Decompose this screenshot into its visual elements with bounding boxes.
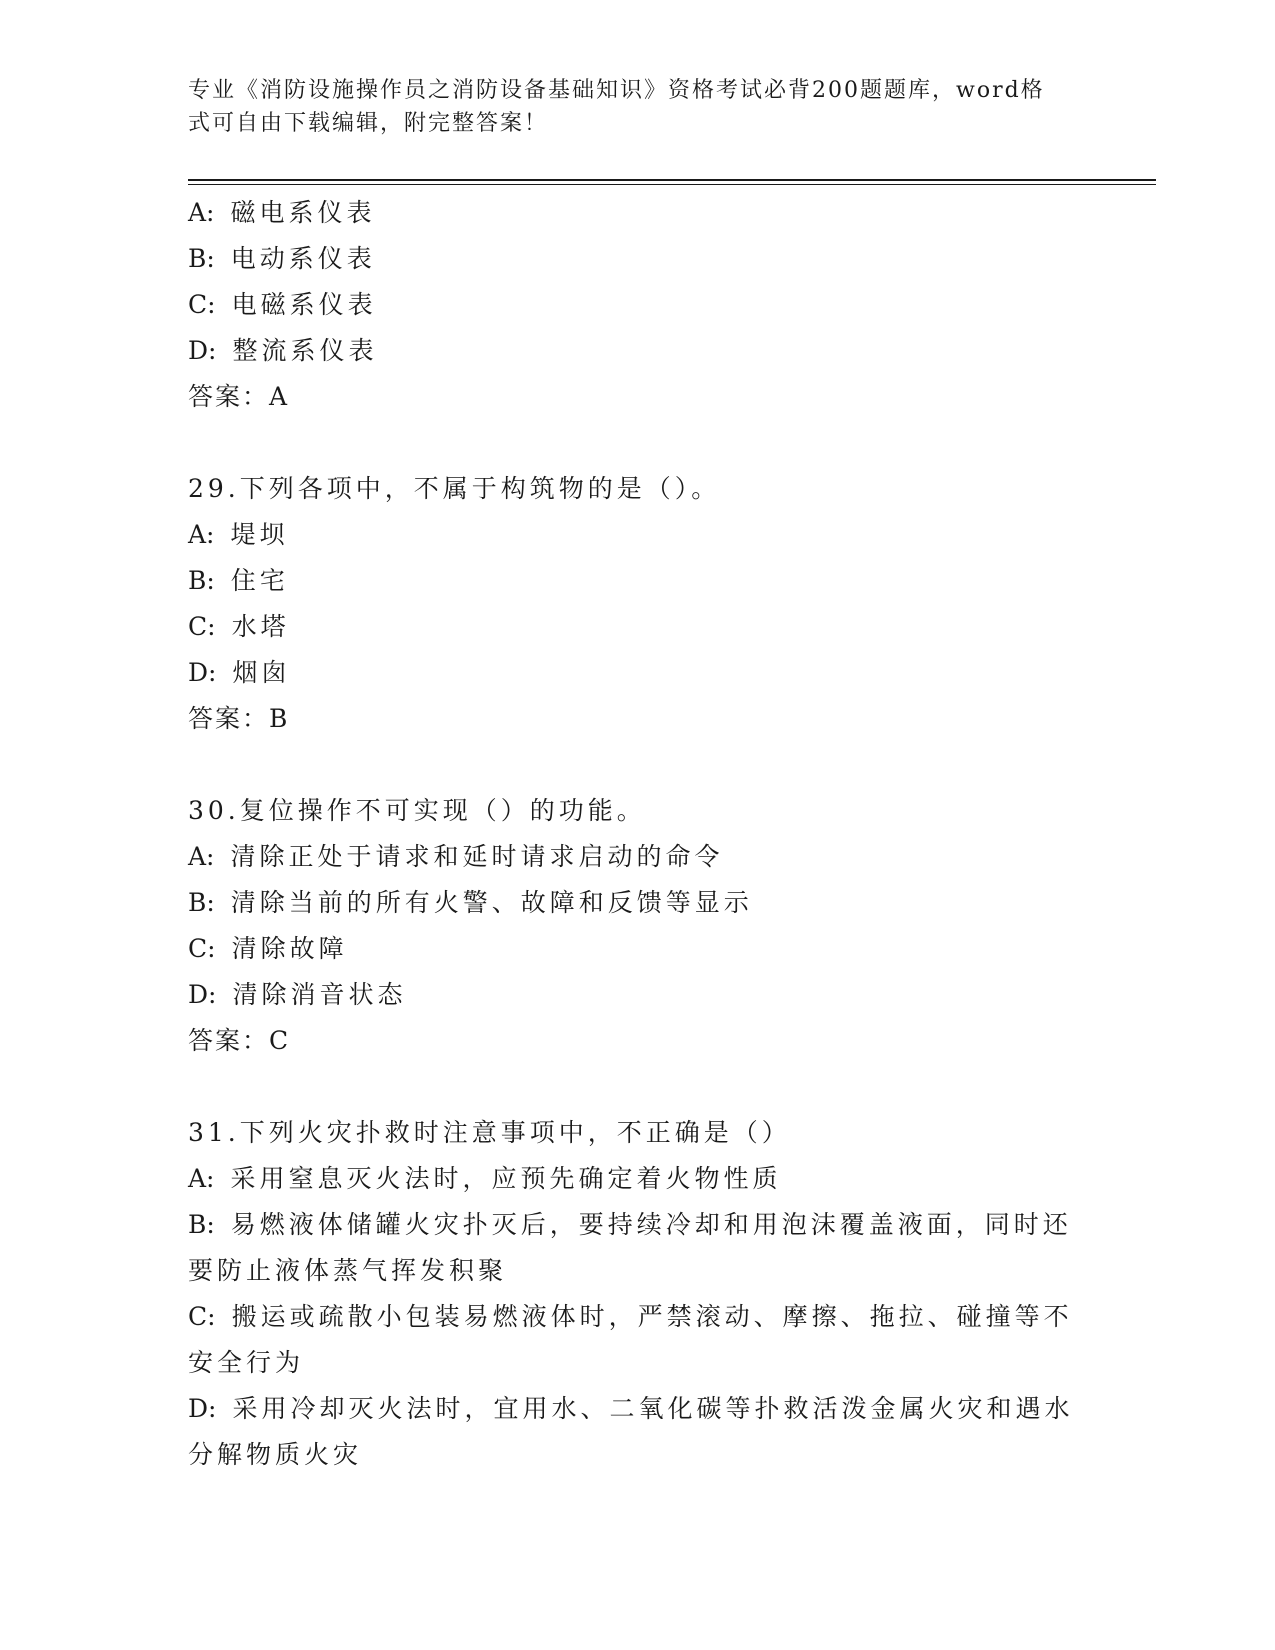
option-c: C: 搬运或疏散小包装易燃液体时，严禁滚动、摩擦、拖拉、碰撞等不安全行为 <box>188 1302 1073 1377</box>
question-block-30 <box>188 788 1078 1064</box>
header-divider-thin <box>188 184 1156 185</box>
answer-line: 答案：C <box>188 1026 291 1055</box>
spacer <box>188 1064 1078 1110</box>
option-b: B: 易燃液体储罐火灾扑灭后，要持续冷却和用泡沫覆盖液面，同时还要防止液体蒸气挥发积聚 <box>188 1210 1072 1285</box>
question-block-29 <box>188 466 1078 742</box>
document-header: 专业《消防设施操作员之消防设备基础知识》资格考试必背200题题库，word格式可自由下载编辑，附完整答案！ <box>188 78 1045 136</box>
spacer <box>188 420 1078 466</box>
question-stem: 29.下列各项中，不属于构筑物的是（）。 <box>188 474 721 503</box>
option-d: D: 采用冷却灭火法时，宜用水、二氧化碳等扑救活泼金属火灾和遇水分解物质火灾 <box>188 1394 1074 1469</box>
option-b: B: 电动系仪表 <box>188 244 376 273</box>
answer-line: 答案：B <box>188 704 290 733</box>
option-d: D: 整流系仪表 <box>188 336 378 365</box>
question-stem: 31.下列火灾扑救时注意事项中，不正确是（） <box>188 1118 791 1147</box>
header-divider-thick <box>188 179 1156 181</box>
question-stem: 30.复位操作不可实现（）的功能。 <box>188 796 646 825</box>
answer-line: 答案：A <box>188 382 290 411</box>
option-d: D: 清除消音状态 <box>188 980 407 1009</box>
document-body <box>188 190 1078 1478</box>
option-a: A: 清除正处于请求和延时请求启动的命令 <box>188 842 724 871</box>
option-d: D: 烟囱 <box>188 658 291 687</box>
option-b: B: 清除当前的所有火警、故障和反馈等显示 <box>188 888 753 917</box>
option-a: A: 磁电系仪表 <box>188 198 376 227</box>
option-a: A: 堤坝 <box>188 520 289 549</box>
option-a: A: 采用窒息灭火法时，应预先确定着火物性质 <box>188 1164 782 1193</box>
question-block-31 <box>188 1110 1078 1478</box>
option-c: C: 清除故障 <box>188 934 348 963</box>
option-c: C: 水塔 <box>188 612 290 641</box>
question-block-28 <box>188 190 1078 420</box>
spacer <box>188 742 1078 788</box>
option-b: B: 住宅 <box>188 566 289 595</box>
option-c: C: 电磁系仪表 <box>188 290 377 319</box>
